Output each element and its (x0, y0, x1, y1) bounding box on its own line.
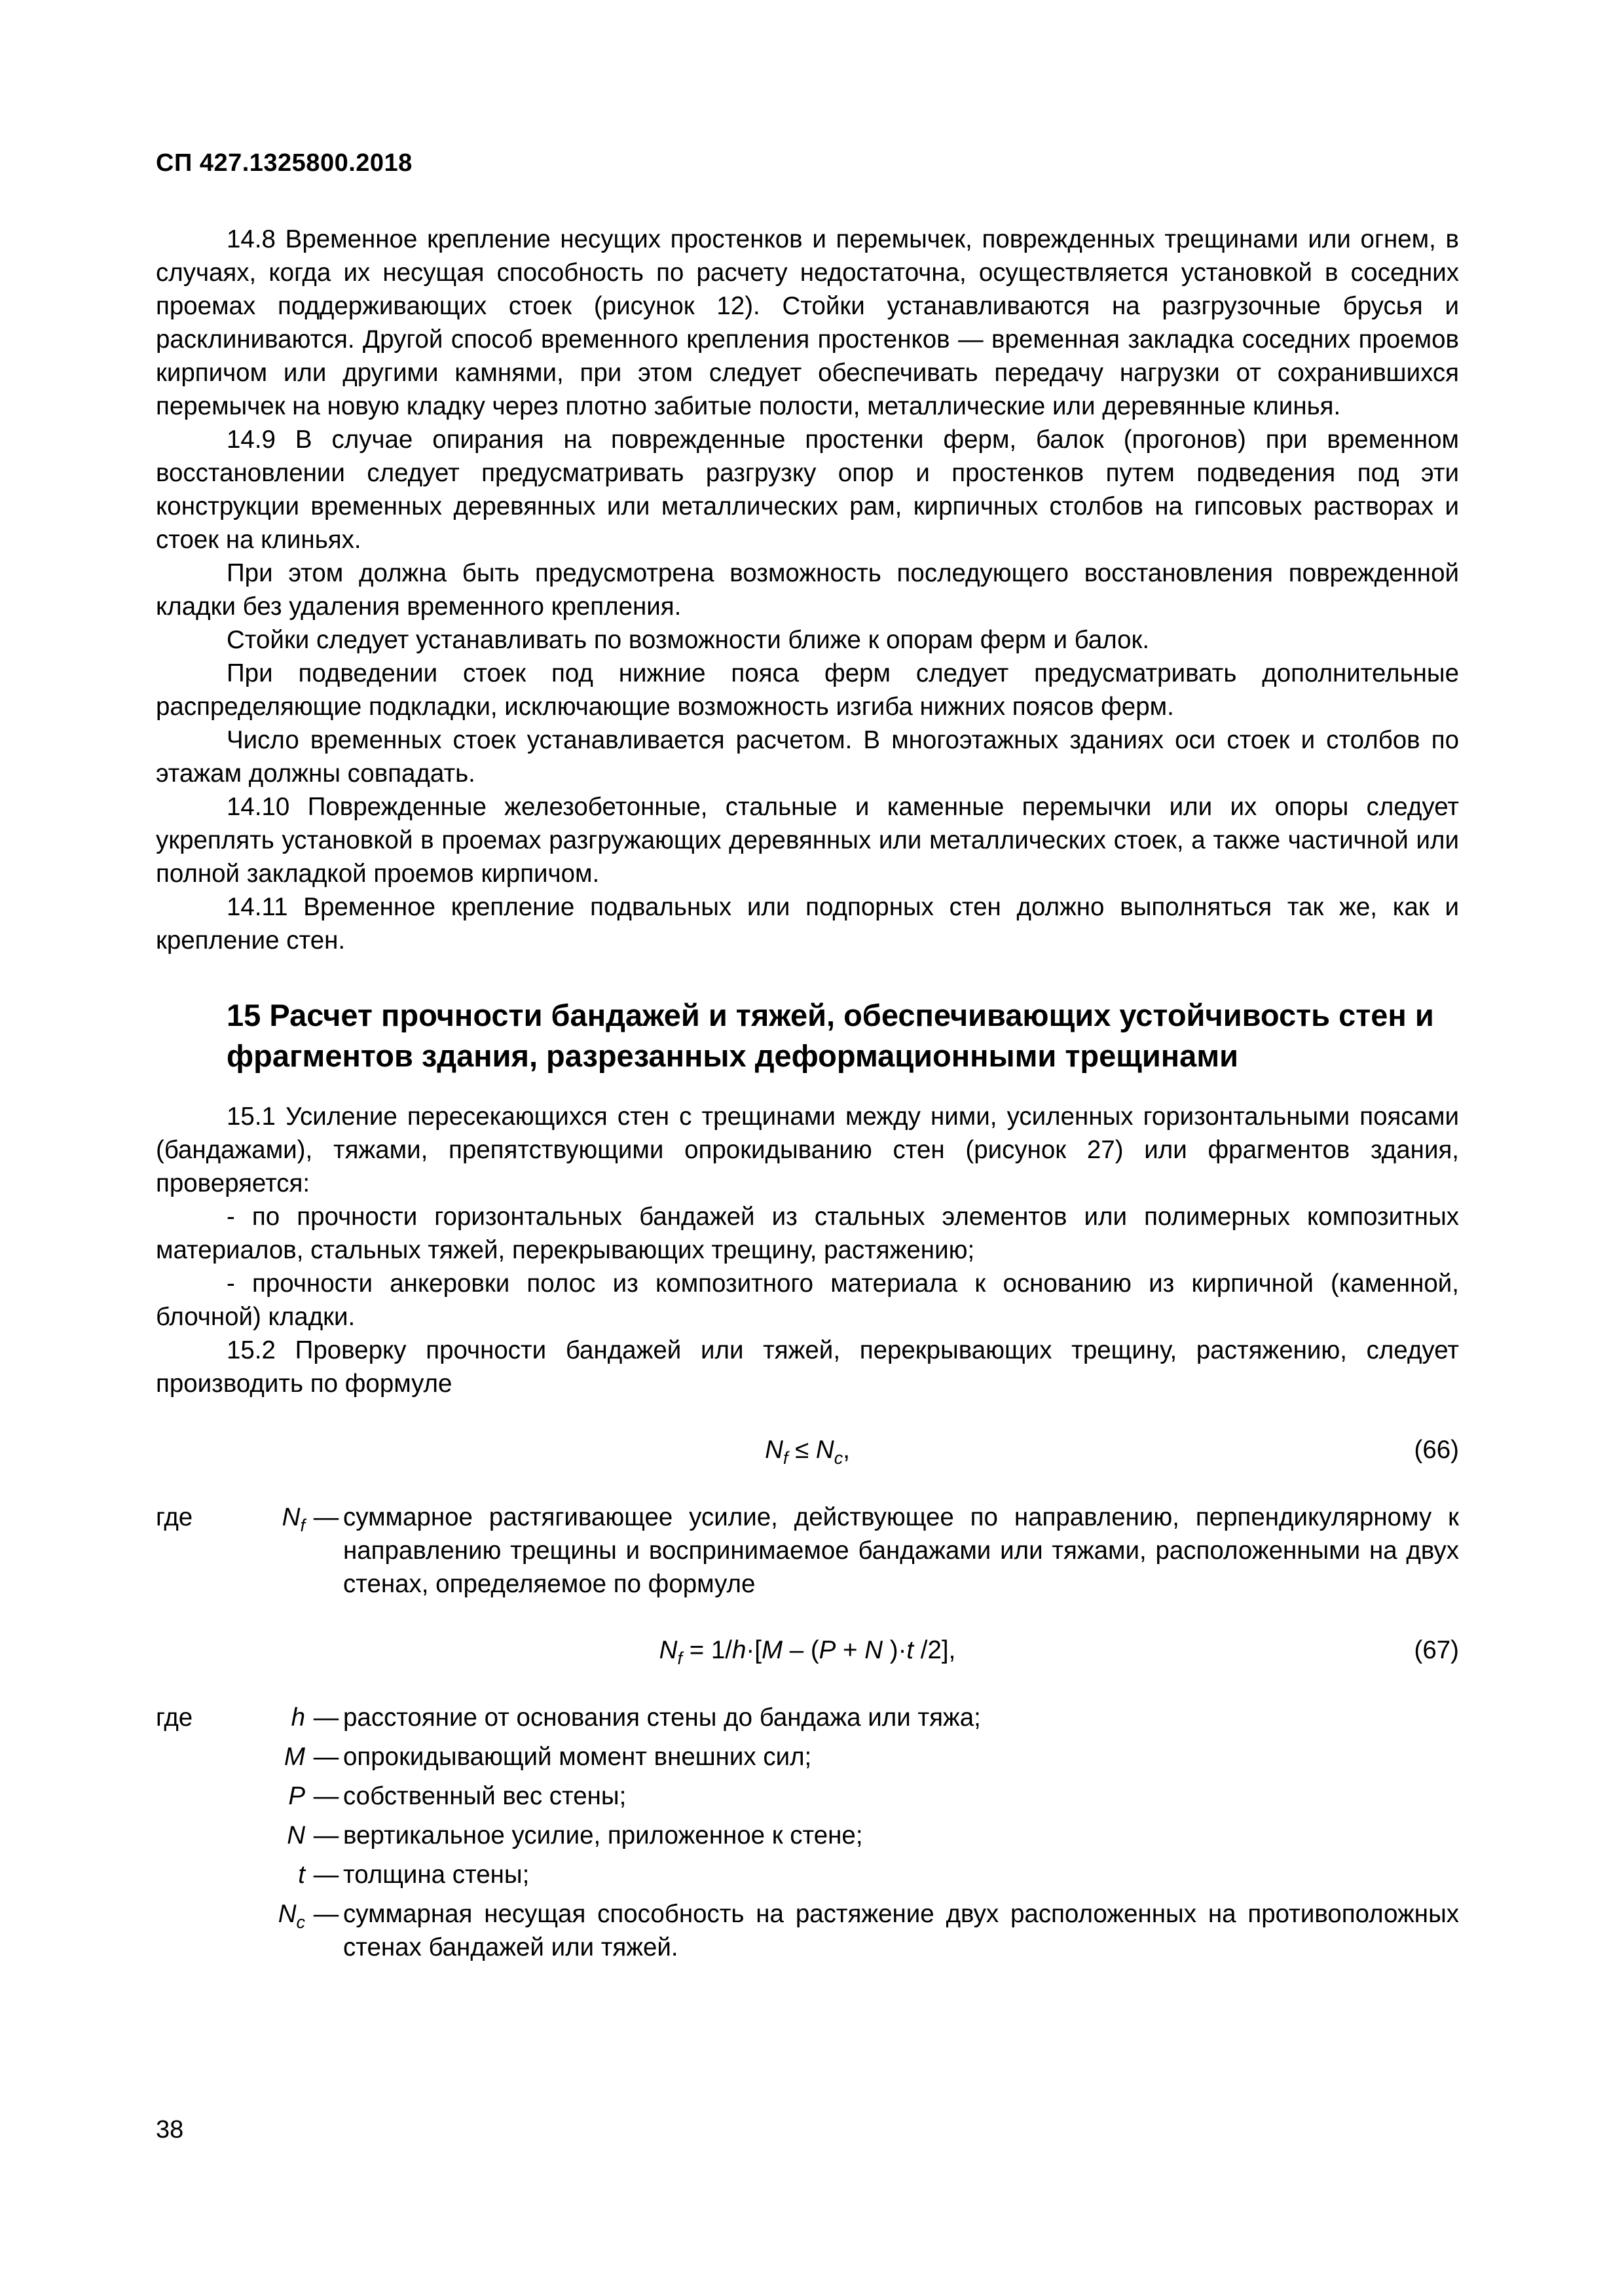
formula-66-expression: $N_f \le N_c$, (765, 1436, 850, 1468)
where-label (156, 1891, 228, 1964)
formula-67-number: (67) (1414, 1636, 1459, 1664)
document-body (156, 223, 1459, 1964)
symbol: h (291, 1704, 305, 1732)
paragraph: Стойки следует устанавливать по возможности ближе к опорам ферм и балок. (227, 626, 1150, 654)
definition-text: собственный вес стены; (343, 1782, 627, 1810)
page-number: 38 (156, 2116, 184, 2143)
where-label (156, 1813, 228, 1852)
symbol: $N_c$ (278, 1900, 305, 1932)
dash: — (313, 1900, 339, 1928)
paragraph: При подведении стоек под нижние пояса ферм следует предусматривать дополнительные распределяющие подкладки, исключающие возможность изгиба нижних поясов ферм. (156, 659, 1459, 721)
symbol: $N_f$ (282, 1503, 305, 1535)
formula-66-number: (66) (1414, 1436, 1459, 1464)
paragraph: Число временных стоек устанавливается расчетом. В многоэтажных зданиях оси стоек и столбов по этажам должны совпадать. (156, 726, 1459, 788)
paragraph: При этом должна быть предусмотрена возможность последующего восстановления поврежденной кладки без удаления временного крепления. (156, 559, 1459, 621)
where-label (156, 1852, 228, 1891)
dash: — (313, 1861, 339, 1889)
dash: — (313, 1503, 339, 1531)
definition-text: суммарная несущая способность на растяжение двух расположенных на противоположных стенах бандажей или тяжей. (343, 1900, 1459, 1961)
definition-text: суммарное растягивающее усилие, действующее по направлению, перпендикулярному к направлению трещины и воспринимаемое бандажами или тяжами, расположенными на двух стенах, определяемое по формуле (343, 1503, 1459, 1598)
paragraph-14-9: 14.9 В случае опирания на поврежденные простенки ферм, балок (прогонов) при временном восстановлении следует предусматривать разгрузку опор и простенков путем подведения под эти конструкции временных деревянных или металлических рам, кирпичных столбов на гипсовых растворах и стоек на клиньях. (156, 426, 1459, 554)
list-item: - прочности анкеровки полос из композитного материала к основанию из кирпичной (каменной, блочной) кладки. (156, 1269, 1459, 1331)
definition-text: расстояние от основания стены до бандажа или тяжа; (343, 1704, 981, 1732)
symbol: M (284, 1743, 305, 1771)
formula-66 (156, 1433, 1459, 1467)
formula-67 (156, 1633, 1459, 1667)
where-label: где (156, 1704, 193, 1732)
where-label (156, 1774, 228, 1813)
symbol: P (288, 1782, 305, 1810)
symbol: t (298, 1861, 305, 1889)
paragraph-15-1: 15.1 Усиление пересекающихся стен с трещинами между ними, усиленных горизонтальными поясами (бандажами), тяжами, препятствующими опрокидыванию стен (рисунок 27) или фрагментов здания, проверяется: (156, 1102, 1459, 1197)
where-label: где (156, 1503, 193, 1531)
list-item: - по прочности горизонтальных бандажей из стальных элементов или полимерных композитных материалов, стальных тяжей, перекрывающих трещину, растяжению; (156, 1203, 1459, 1264)
paragraph-15-2: 15.2 Проверку прочности бандажей или тяжей, перекрывающих трещину, растяжению, следует производить по формуле (156, 1336, 1459, 1398)
dash: — (313, 1782, 339, 1810)
dash: — (313, 1743, 339, 1771)
formula-67-expression: $N_f = 1/h\cdot[M - (P + N$ )·t /2], (659, 1636, 956, 1668)
section-15-heading: 15 Расчет прочности бандажей и тяжей, обеспечивающих устойчивость стен и фрагментов здания, разрезанных деформационными трещинами (227, 998, 1434, 1073)
definition-text: толщина стены; (343, 1861, 530, 1889)
symbol: N (287, 1821, 305, 1850)
paragraph-14-8: 14.8 Временное крепление несущих простенков и перемычек, поврежденных трещинами или огнем, в случаях, когда их несущая способность по расчету недостаточна, осуществляется установкой в соседних проемах поддерживающих стоек (рисунок 12). Стойки устанавливаются на разгрузочные брусья и расклиниваются. Другой способ временного крепления простенков — временная закладка соседних проемов кирпичом или другими камнями, при этом следует обеспечивать передачу нагрузки от сохранившихся перемычек на новую кладку через плотно забитые полости, металлические или деревянные клинья. (156, 225, 1459, 420)
where-label (156, 1734, 228, 1774)
definition-text: вертикальное усилие, приложенное к стене; (343, 1821, 863, 1850)
definition-text: опрокидывающий момент внешних сил; (343, 1743, 812, 1771)
dash: — (313, 1704, 339, 1732)
document-code-header: СП 427.1325800.2018 (156, 149, 413, 177)
dash: — (313, 1821, 339, 1850)
paragraph-14-11: 14.11 Временное крепление подвальных или подпорных стен должно выполняться так же, как и крепление стен. (156, 893, 1459, 955)
formula-66-definitions (156, 1501, 1459, 1601)
paragraph-14-10: 14.10 Поврежденные железобетонные, стальные и каменные перемычки или их опоры следует укреплять установкой в проемах разгружающих деревянных или металлических стоек, а также частичной или полной закладкой проемов кирпичом. (156, 793, 1459, 888)
formula-67-definitions (156, 1701, 1459, 1964)
